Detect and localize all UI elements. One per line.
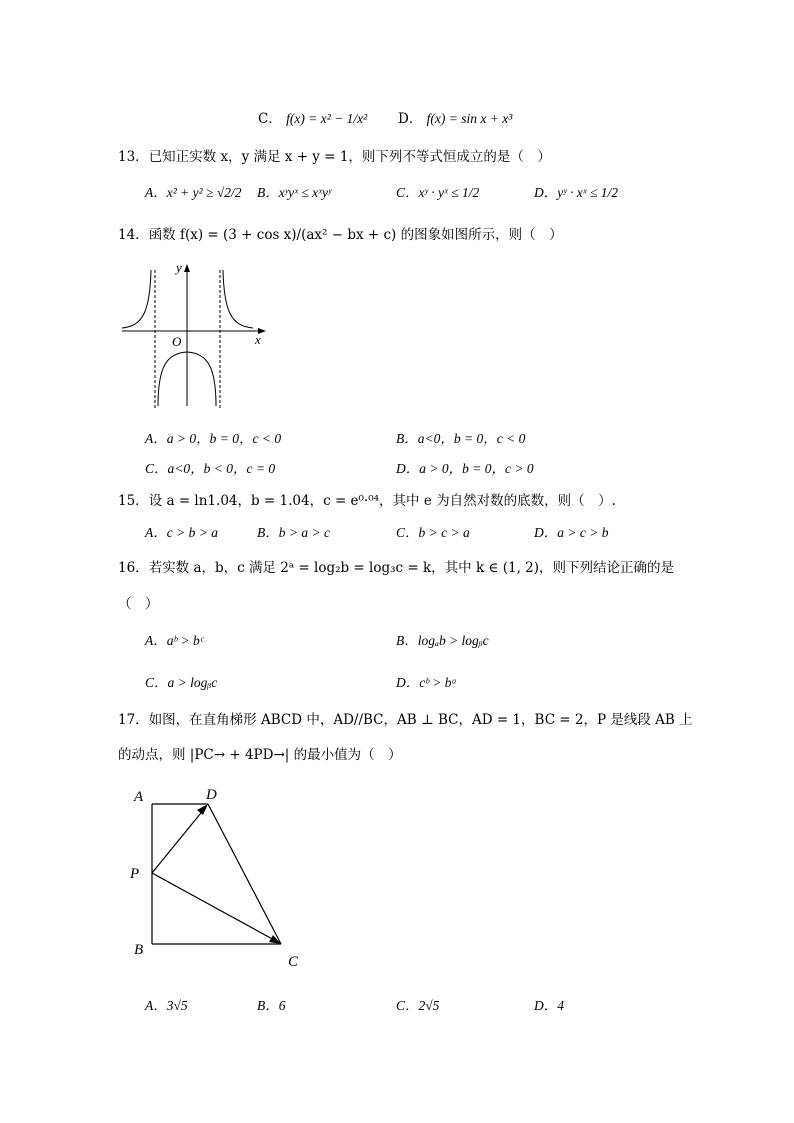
- q12-option-c: C． f(x) = x² − 1/x²: [258, 111, 368, 127]
- q15-option-b: B．b > a > c: [257, 525, 330, 540]
- q16-paren: （ ）: [118, 596, 159, 612]
- vertex-c-label: C: [288, 954, 299, 970]
- q14-option-c: C．a<0，b < 0，c = 0: [145, 461, 276, 476]
- q17-option-a: A．3√5: [145, 998, 188, 1013]
- q14-option-d: D．a > 0，b = 0，c > 0: [396, 461, 534, 476]
- q13-stem: 13．已知正实数 x，y 满足 x + y = 1，则下列不等式恒成立的是（ ）: [118, 149, 551, 165]
- q13-option-c: C．xʸ · yˣ ≤ 1/2: [396, 185, 480, 200]
- vertex-b-label: B: [134, 942, 144, 958]
- q13-option-a: A．x² + y² ≥ √2/2: [145, 185, 242, 200]
- q15-option-a: A．c > b > a: [145, 525, 218, 540]
- q16-option-b: B．logₐb > logᵦc: [396, 633, 489, 648]
- q13-option-d: D．yʸ · xˣ ≤ 1/2: [534, 185, 619, 200]
- q16-stem: 16．若实数 a，b，c 满足 2ᵃ = log₂b = log₃c = k，其中 k ∈ (1, 2)，则下列结论正确的是: [118, 560, 675, 576]
- vertex-a-label: A: [134, 789, 144, 805]
- q17-stem-line2: 的动点，则 |PC→ + 4PD→| 的最小值为（ ）: [118, 747, 402, 763]
- q17-option-b: B．6: [257, 998, 286, 1013]
- q14-option-b: B．a<0，b = 0，c < 0: [396, 431, 526, 446]
- q13-option-b: B．xʸyˣ ≤ xˣyʸ: [257, 185, 332, 200]
- q15-option-d: D．a > c > b: [534, 525, 609, 540]
- graph-x-label: x: [255, 332, 261, 347]
- q12-option-d: D． f(x) = sin x + x³: [398, 111, 513, 127]
- q17-option-c: C．2√5: [396, 998, 440, 1013]
- graph-y-label: y: [176, 260, 182, 275]
- q15-stem: 15．设 a = ln1.04，b = 1.04，c = e⁰·⁰⁴，其中 e 为自然对数的底数，则（ ）.: [118, 493, 616, 509]
- q15-option-c: C．b > c > a: [396, 525, 470, 540]
- q14-function-graph: [118, 258, 278, 410]
- q16-option-d: D．cᵇ > bᵃ: [396, 675, 457, 690]
- vertex-p-label: P: [130, 866, 140, 882]
- vertex-d-label: D: [206, 787, 217, 803]
- q17-trapezoid-figure: [126, 782, 326, 972]
- q14-stem: 14．函数 f(x) = (3 + cos x)/(ax² − bx + c) 的图象如图所示，则（ ）: [118, 227, 563, 243]
- q17-stem-line1: 17．如图，在直角梯形 ABCD 中，AD//BC，AB ⊥ BC，AD = 1，BC = 2，P 是线段 AB 上: [118, 712, 693, 728]
- graph-origin-label: O: [172, 334, 182, 349]
- q14-option-a: A．a > 0，b = 0，c < 0: [145, 431, 282, 446]
- q16-option-c: C．a > logᵦc: [145, 675, 218, 690]
- q16-option-a: A．aᵇ > bᶜ: [145, 633, 204, 648]
- q17-option-d: D．4: [534, 998, 564, 1013]
